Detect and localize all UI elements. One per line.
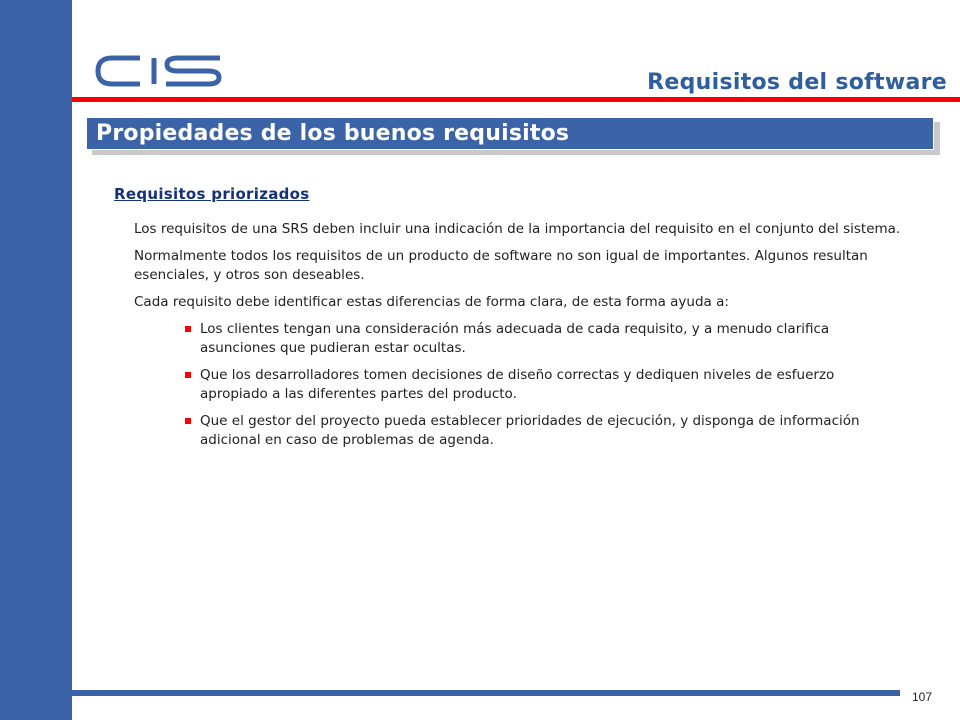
section-title: Requisitos del software [647,70,947,95]
left-sidebar-bar [0,0,72,720]
list-item [184,412,904,450]
list-item [184,320,904,358]
square-bullet-icon [185,326,191,332]
benefits-list [134,320,904,450]
list-item [184,366,904,404]
header-divider [72,97,960,102]
square-bullet-icon [185,418,191,424]
subheading-prioritized-requirements: Requisitos priorizados [114,185,310,203]
slide-title-banner: Propiedades de los buenos requisitos [86,117,934,150]
list-item-text: Los clientes tengan una consideración más adecuada de cada requisito, y a menudo clarifica asunciones que pudieran estar ocultas. [200,321,830,356]
list-item-text: Que el gestor del proyecto pueda establecer prioridades de ejecución, y disponga de información adicional en caso de problemas de agenda. [200,413,860,448]
body-paragraph: Cada requisito debe identificar estas diferencias de forma clara, de esta forma ayuda a: [134,294,729,310]
square-bullet-icon [185,372,191,378]
body-paragraph: Normalmente todos los requisitos de un producto de software no son igual de importantes. Algunos resultan esenciales, y otros son deseables. [134,248,868,283]
cis-logo [94,54,224,88]
page-number: 107 [912,690,933,704]
slide-body [134,220,904,458]
list-item-text: Que los desarrolladores tomen decisiones de diseño correctas y dediquen niveles de esfuerzo apropiado a las diferentes partes del producto. [200,367,835,402]
footer-divider [72,690,900,696]
body-paragraph: Los requisitos de una SRS deben incluir una indicación de la importancia del requisito en el conjunto del sistema. [134,221,901,237]
